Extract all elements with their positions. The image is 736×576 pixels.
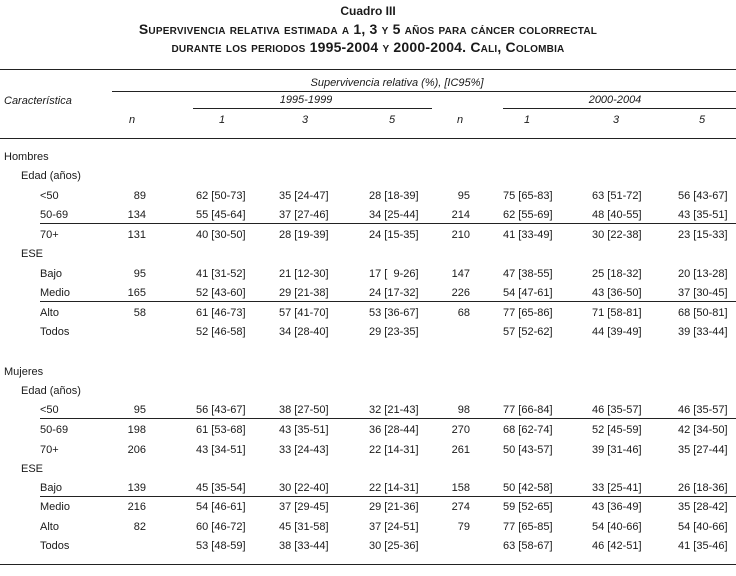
cell-a1: 61 [46-73] xyxy=(196,307,246,319)
cell-a1: 53 [48-59] xyxy=(196,540,246,552)
cell-b3: 33 [25-41] xyxy=(592,482,642,494)
cell-a1: 56 [43-67] xyxy=(196,404,246,416)
row-separator-rule xyxy=(40,418,736,419)
cell-b3: 48 [40-55] xyxy=(592,209,642,221)
cell-a5: 36 [28-44] xyxy=(369,424,419,436)
cell-b5: 46 [35-57] xyxy=(678,404,728,416)
cell-a1: 43 [34-51] xyxy=(196,444,246,456)
table-title-line2: durante los periodos 1995-2004 y 2000-2004. Cali, Colombia xyxy=(171,39,565,55)
cell-n1: 131 xyxy=(127,229,146,241)
cell-a3: 29 [21-38] xyxy=(279,287,329,299)
cell-a3: 57 [41-70] xyxy=(279,307,329,319)
col-header-a3: 3 xyxy=(301,114,309,126)
row-label: <50 xyxy=(40,190,59,202)
cell-b5: 23 [15-33] xyxy=(678,229,728,241)
cell-a1: 54 [46-61] xyxy=(196,501,246,513)
row-label: Todos xyxy=(40,326,70,338)
row-label: 50-69 xyxy=(40,424,69,436)
cell-b1: 50 [43-57] xyxy=(503,444,553,456)
period-2000-header: 2000-2004 xyxy=(588,94,642,106)
cell-b5: 35 [27-44] xyxy=(678,444,728,456)
cell-b1: 62 [55-69] xyxy=(503,209,553,221)
cell-b5: 42 [34-50] xyxy=(678,424,728,436)
cell-a3: 38 [33-44] xyxy=(279,540,329,552)
col-header-b1: 1 xyxy=(523,114,531,126)
cell-b3: 63 [51-72] xyxy=(592,190,642,202)
row-separator-rule xyxy=(40,496,736,497)
cell-b1: 77 [65-85] xyxy=(503,521,553,533)
cell-b5: 56 [43-67] xyxy=(678,190,728,202)
cell-b3: 46 [35-57] xyxy=(592,404,642,416)
cell-n1: 165 xyxy=(127,287,146,299)
cell-a3: 38 [27-50] xyxy=(279,404,329,416)
cell-a5: 53 [36-67] xyxy=(369,307,419,319)
cell-a5: 24 [17-32] xyxy=(369,287,419,299)
cell-b5: 35 [28-42] xyxy=(678,501,728,513)
period-1995-header: 1995-1999 xyxy=(279,94,333,106)
cell-a1: 62 [50-73] xyxy=(196,190,246,202)
period-2000-rule xyxy=(503,108,736,109)
col-header-n2: n xyxy=(456,114,464,126)
subgroup-label: ESE xyxy=(21,463,44,475)
cell-n2: 274 xyxy=(451,501,470,513)
period-1995-rule xyxy=(193,108,432,109)
cell-n2: 79 xyxy=(457,521,470,533)
cell-a3: 34 [28-40] xyxy=(279,326,329,338)
cell-b3: 46 [42-51] xyxy=(592,540,642,552)
cell-a1: 45 [35-54] xyxy=(196,482,246,494)
cell-b3: 44 [39-49] xyxy=(592,326,642,338)
cell-b3: 43 [36-49] xyxy=(592,501,642,513)
cell-n1: 206 xyxy=(127,444,146,456)
cell-n1: 134 xyxy=(127,209,146,221)
row-label: Alto xyxy=(40,521,59,533)
cell-b3: 25 [18-32] xyxy=(592,268,642,280)
cell-b5: 37 [30-45] xyxy=(678,287,728,299)
row-label: Medio xyxy=(40,501,70,513)
col-header-a5: 5 xyxy=(388,114,396,126)
stub-header: Característica xyxy=(4,95,72,107)
cell-b3: 39 [31-46] xyxy=(592,444,642,456)
cell-b5: 43 [35-51] xyxy=(678,209,728,221)
cell-b1: 68 [62-74] xyxy=(503,424,553,436)
cell-n2: 147 xyxy=(451,268,470,280)
cell-n2: 158 xyxy=(451,482,470,494)
cell-a5: 29 [23-35] xyxy=(369,326,419,338)
row-label: Bajo xyxy=(40,482,63,494)
row-label: Bajo xyxy=(40,268,63,280)
cell-a3: 30 [22-40] xyxy=(279,482,329,494)
row-label: 50-69 xyxy=(40,209,69,221)
spanner-rule xyxy=(112,91,736,92)
cell-a5: 24 [15-35] xyxy=(369,229,419,241)
cell-n2: 68 xyxy=(457,307,470,319)
cell-b1: 59 [52-65] xyxy=(503,501,553,513)
row-label: Alto xyxy=(40,307,59,319)
subgroup-label: Edad (años) xyxy=(21,170,81,182)
cell-b5: 68 [50-81] xyxy=(678,307,728,319)
bottom-rule xyxy=(0,564,736,565)
cell-n2: 98 xyxy=(457,404,470,416)
top-rule xyxy=(0,69,736,70)
cell-n1: 95 xyxy=(133,268,146,280)
cell-b3: 54 [40-66] xyxy=(592,521,642,533)
cell-b3: 43 [36-50] xyxy=(592,287,642,299)
cell-b3: 30 [22-38] xyxy=(592,229,642,241)
cell-n2: 210 xyxy=(451,229,470,241)
cell-a3: 28 [19-39] xyxy=(279,229,329,241)
cell-n1: 82 xyxy=(133,521,146,533)
row-label: 70+ xyxy=(40,444,59,456)
cell-a5: 22 [14-31] xyxy=(369,482,419,494)
cell-a5: 17 [ 9-26] xyxy=(369,268,419,280)
cell-a1: 52 [46-58] xyxy=(196,326,246,338)
cell-a1: 55 [45-64] xyxy=(196,209,246,221)
table-label: Cuadro III xyxy=(340,4,396,18)
cell-n1: 216 xyxy=(127,501,146,513)
cell-b3: 52 [45-59] xyxy=(592,424,642,436)
cell-a3: 37 [27-46] xyxy=(279,209,329,221)
row-label: Todos xyxy=(40,540,70,552)
cell-n1: 95 xyxy=(133,404,146,416)
cell-b5: 41 [35-46] xyxy=(678,540,728,552)
cell-b5: 39 [33-44] xyxy=(678,326,728,338)
row-label: <50 xyxy=(40,404,59,416)
cell-b1: 77 [65-86] xyxy=(503,307,553,319)
cell-b1: 77 [66-84] xyxy=(503,404,553,416)
subgroup-label: ESE xyxy=(21,248,44,260)
cell-a5: 28 [18-39] xyxy=(369,190,419,202)
cell-n2: 214 xyxy=(451,209,470,221)
cell-b1: 47 [38-55] xyxy=(503,268,553,280)
col-header-b3: 3 xyxy=(612,114,620,126)
cell-n2: 226 xyxy=(451,287,470,299)
col-header-b5: 5 xyxy=(698,114,706,126)
cell-b1: 63 [58-67] xyxy=(503,540,553,552)
cell-n1: 198 xyxy=(127,424,146,436)
cell-b5: 54 [40-66] xyxy=(678,521,728,533)
row-separator-rule xyxy=(40,301,736,302)
cell-b1: 41 [33-49] xyxy=(503,229,553,241)
cell-a3: 33 [24-43] xyxy=(279,444,329,456)
cell-n1: 89 xyxy=(133,190,146,202)
col-header-a1: 1 xyxy=(218,114,226,126)
cell-a5: 34 [25-44] xyxy=(369,209,419,221)
cell-n2: 95 xyxy=(457,190,470,202)
cell-n1: 58 xyxy=(133,307,146,319)
row-label: 70+ xyxy=(40,229,59,241)
cell-a3: 45 [31-58] xyxy=(279,521,329,533)
cell-a5: 32 [21-43] xyxy=(369,404,419,416)
cell-b5: 20 [13-28] xyxy=(678,268,728,280)
cell-b1: 57 [52-62] xyxy=(503,326,553,338)
cell-a3: 35 [24-47] xyxy=(279,190,329,202)
table-title-line1: Supervivencia relativa estimada a 1, 3 y 5 años para cáncer colorrectal xyxy=(138,21,598,37)
cell-a5: 37 [24-51] xyxy=(369,521,419,533)
row-separator-rule xyxy=(40,223,736,224)
cell-n2: 261 xyxy=(451,444,470,456)
cell-a3: 21 [12-30] xyxy=(279,268,329,280)
cell-a1: 41 [31-52] xyxy=(196,268,246,280)
cell-a5: 22 [14-31] xyxy=(369,444,419,456)
spanner-header: Supervivencia relativa (%), [IC95%] xyxy=(310,77,484,89)
cell-n2: 270 xyxy=(451,424,470,436)
group-label: Hombres xyxy=(4,151,49,163)
cell-a1: 60 [46-72] xyxy=(196,521,246,533)
cell-a1: 52 [43-60] xyxy=(196,287,246,299)
cell-b3: 71 [58-81] xyxy=(592,307,642,319)
cell-b1: 50 [42-58] xyxy=(503,482,553,494)
cell-a1: 40 [30-50] xyxy=(196,229,246,241)
cell-a5: 29 [21-36] xyxy=(369,501,419,513)
header-bottom-rule xyxy=(0,138,736,139)
group-label: Mujeres xyxy=(4,366,44,378)
cell-n1: 139 xyxy=(127,482,146,494)
cell-b1: 54 [47-61] xyxy=(503,287,553,299)
cell-a3: 43 [35-51] xyxy=(279,424,329,436)
row-label: Medio xyxy=(40,287,70,299)
cell-b5: 26 [18-36] xyxy=(678,482,728,494)
subgroup-label: Edad (años) xyxy=(21,385,81,397)
cell-a3: 37 [29-45] xyxy=(279,501,329,513)
cell-b1: 75 [65-83] xyxy=(503,190,553,202)
cell-a5: 30 [25-36] xyxy=(369,540,419,552)
col-header-n1: n xyxy=(128,114,136,126)
cell-a1: 61 [53-68] xyxy=(196,424,246,436)
